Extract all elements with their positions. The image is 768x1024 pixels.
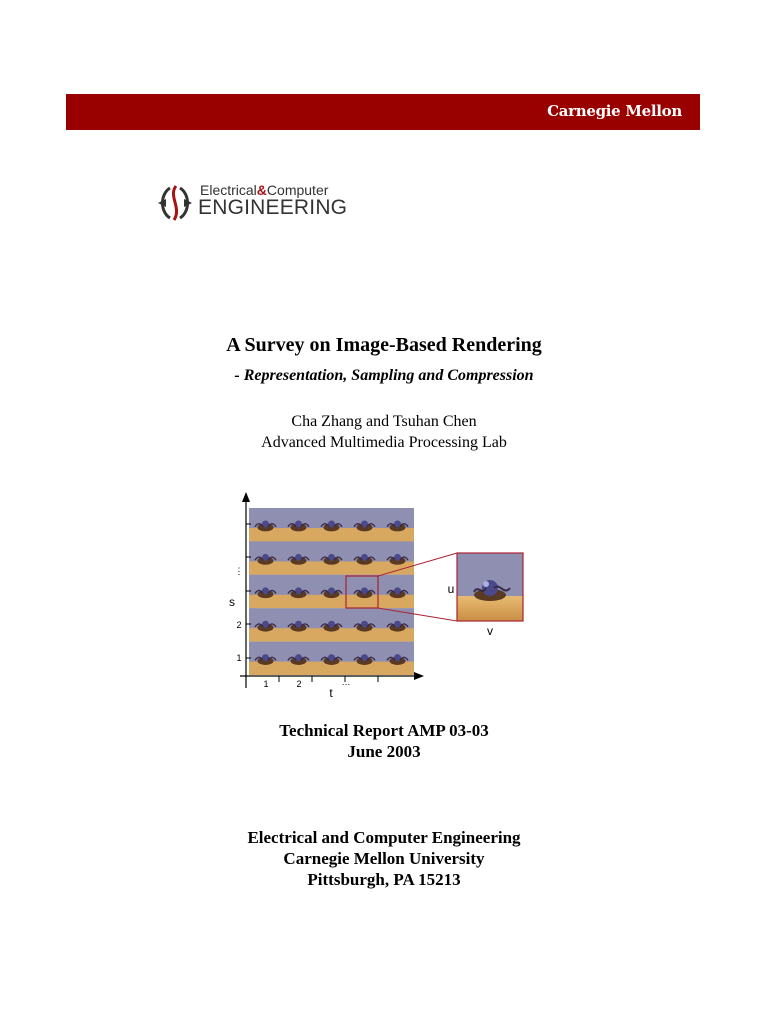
ece-logo: [156, 182, 346, 224]
department: Electrical and Computer Engineering: [247, 828, 521, 847]
grid-image-cell: [282, 608, 315, 641]
u-axis-label: u: [447, 582, 455, 596]
grid-image-cell: [348, 541, 381, 574]
s-tick-label-2: 2: [236, 620, 242, 630]
t-ticks: [279, 676, 378, 682]
grid-image-cell: [315, 541, 348, 574]
grid-image-cell: [348, 608, 381, 641]
grid-image-cell: [282, 575, 315, 608]
grid-image-cell: [381, 575, 414, 608]
document-subtitle: - Representation, Sampling and Compression: [234, 367, 534, 384]
grid-image-cell: [282, 642, 315, 675]
document-title: A Survey on Image-Based Rendering: [226, 334, 542, 356]
grid-image-cell: [348, 508, 381, 541]
grid-image-cell: [249, 541, 282, 574]
zoomed-image: [457, 553, 523, 621]
logo-line2: ENGINEERING: [198, 196, 348, 219]
grid-image-cell: [282, 541, 315, 574]
university: Carnegie Mellon University: [283, 849, 485, 868]
t-axis-label: t: [329, 686, 333, 700]
grid-image-cell: [381, 508, 414, 541]
logo-word-computer: Computer: [266, 182, 329, 198]
s-tick-label-1: 1: [236, 653, 242, 663]
report-date: June 2003: [347, 742, 421, 761]
light-field-figure: [220, 488, 540, 710]
grid-image-cell: [315, 575, 348, 608]
grid-image-cell: [249, 608, 282, 641]
ece-emblem-icon: [156, 184, 194, 222]
grid-image-cell: [381, 642, 414, 675]
t-tick-label-2: 2: [296, 679, 302, 689]
document-lab: Advanced Multimedia Processing Lab: [261, 434, 507, 451]
grid-image-cell: [315, 608, 348, 641]
grid-image-cell: [315, 642, 348, 675]
s-axis-arrow-icon: [242, 492, 250, 502]
grid-image-cell: [282, 508, 315, 541]
t-tick-label-dots: …: [341, 677, 351, 687]
header-banner: [66, 94, 700, 130]
logo-ampersand: &: [256, 182, 267, 198]
grid-image-cell: [249, 575, 282, 608]
image-grid: [249, 508, 414, 675]
location: Pittsburgh, PA 15213: [307, 870, 461, 889]
report-number: Technical Report AMP 03-03: [279, 721, 489, 740]
grid-image-cell: [249, 642, 282, 675]
grid-image-cell: [348, 575, 381, 608]
grid-image-cell: [249, 508, 282, 541]
s-tick-label-dots: ⋮: [234, 566, 244, 576]
grid-image-cell: [315, 508, 348, 541]
v-axis-label: v: [487, 624, 493, 638]
s-axis-label: s: [229, 595, 235, 609]
grid-image-cell: [381, 541, 414, 574]
logo-word-electrical: Electrical: [200, 182, 257, 198]
t-axis-arrow-icon: [414, 672, 424, 680]
document-authors: Cha Zhang and Tsuhan Chen: [291, 413, 477, 430]
grid-image-cell: [348, 642, 381, 675]
brand-name: Carnegie Mellon: [547, 102, 682, 120]
t-tick-label-1: 1: [263, 679, 269, 689]
